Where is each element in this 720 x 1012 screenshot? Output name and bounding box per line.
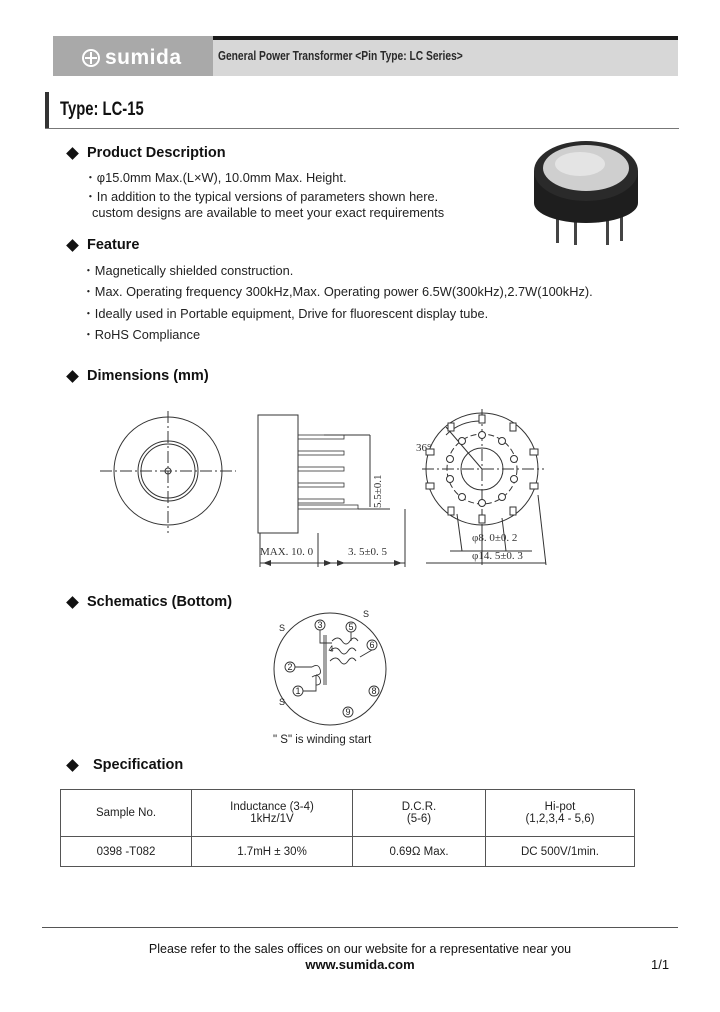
schematic-pin-label: 1: [295, 686, 301, 696]
diamond-bullet-icon: [66, 370, 79, 383]
max-height-label: MAX. 10. 0: [260, 546, 314, 558]
desc-line-1: ・φ15.0mm Max.(L×W), 10.0mm Max. Height.: [84, 170, 347, 185]
schematic-pin-label: 6: [369, 640, 375, 650]
footer-note: Please refer to the sales offices on our website for a representative near you: [148, 942, 572, 956]
specification-table: [60, 789, 635, 867]
header-title: General Power Transformer <Pin Type: LC Series>: [218, 49, 463, 63]
feature-line-4: ・RoHS Compliance: [82, 327, 201, 342]
sumida-logo-icon: [81, 48, 101, 68]
pcd-label: φ8. 0±0. 2: [472, 532, 518, 544]
winding-start-mark: S: [278, 697, 286, 707]
cell-inductance: 1.7mH ± 30%: [192, 837, 353, 867]
sumida-logo: [81, 46, 182, 70]
winding-start-mark: S: [278, 623, 286, 633]
feature-line-1: ・Magnetically shielded construction.: [82, 263, 294, 278]
header-inductance: Inductance (3-4) 1kHz/1V: [192, 790, 353, 837]
cell-sample-no: 0398 -T082: [61, 837, 192, 867]
diameter-label: φ14. 5±0. 3: [472, 550, 523, 562]
logo-text: sumida: [105, 46, 182, 69]
page-number: 1/1: [651, 957, 670, 972]
angle-label: 36°: [416, 442, 432, 454]
header-dcr: D.C.R. (5-6): [353, 790, 486, 837]
pin-length-label: 5.5±0.1: [372, 474, 384, 508]
schematic-pin-label: 3: [317, 620, 323, 630]
cell-hipot: DC 500V/1min.: [486, 837, 635, 867]
header-hipot: Hi-pot (1,2,3,4 - 5,6): [486, 790, 635, 837]
schematic-pin-label: 4: [328, 644, 334, 654]
page-title: Type: LC-15: [60, 99, 144, 120]
product-photo: [520, 133, 650, 248]
dimensions-heading: Dimensions (mm): [66, 368, 209, 384]
desc-line-3: custom designs are available to meet your exact requirements: [92, 205, 445, 220]
schematic-pin-label: 5: [348, 622, 354, 632]
type-bar: [45, 92, 679, 129]
schematics-heading: Schematics (Bottom): [66, 594, 232, 610]
schematic-diagram: [268, 605, 398, 730]
schematic-pin-label: 8: [371, 686, 377, 696]
winding-start-mark: S: [362, 609, 370, 619]
desc-line-2: ・In addition to the typical versions of parameters shown here.: [84, 189, 439, 204]
specification-heading: Specification: [66, 757, 183, 773]
header-band: [53, 36, 678, 76]
diamond-bullet-icon: [66, 239, 79, 252]
header-sample-no: Sample No.: [61, 790, 192, 837]
table-header-row: [61, 790, 635, 837]
table-row: [61, 837, 635, 867]
schematic-pin-label: 9: [345, 707, 351, 717]
diamond-bullet-icon: [66, 596, 79, 609]
schematic-pin-label: 2: [287, 662, 293, 672]
cell-dcr: 0.69Ω Max.: [353, 837, 486, 867]
schematic-caption: " S" is winding start: [273, 734, 372, 746]
product-description-heading: Product Description: [66, 145, 226, 161]
lead-length-label: 3. 5±0. 5: [348, 546, 388, 558]
feature-line-2: ・Max. Operating frequency 300kHz,Max. Operating power 6.5W(300kHz),2.7W(100kHz).: [82, 284, 593, 299]
footer-website-link[interactable]: www.sumida.com: [305, 957, 415, 972]
diamond-bullet-icon: [66, 147, 79, 160]
diamond-bullet-icon: [66, 759, 79, 772]
feature-line-3: ・Ideally used in Portable equipment, Drive for fluorescent display tube.: [82, 306, 489, 321]
feature-heading: Feature: [66, 237, 139, 253]
footer-divider: [42, 927, 678, 928]
